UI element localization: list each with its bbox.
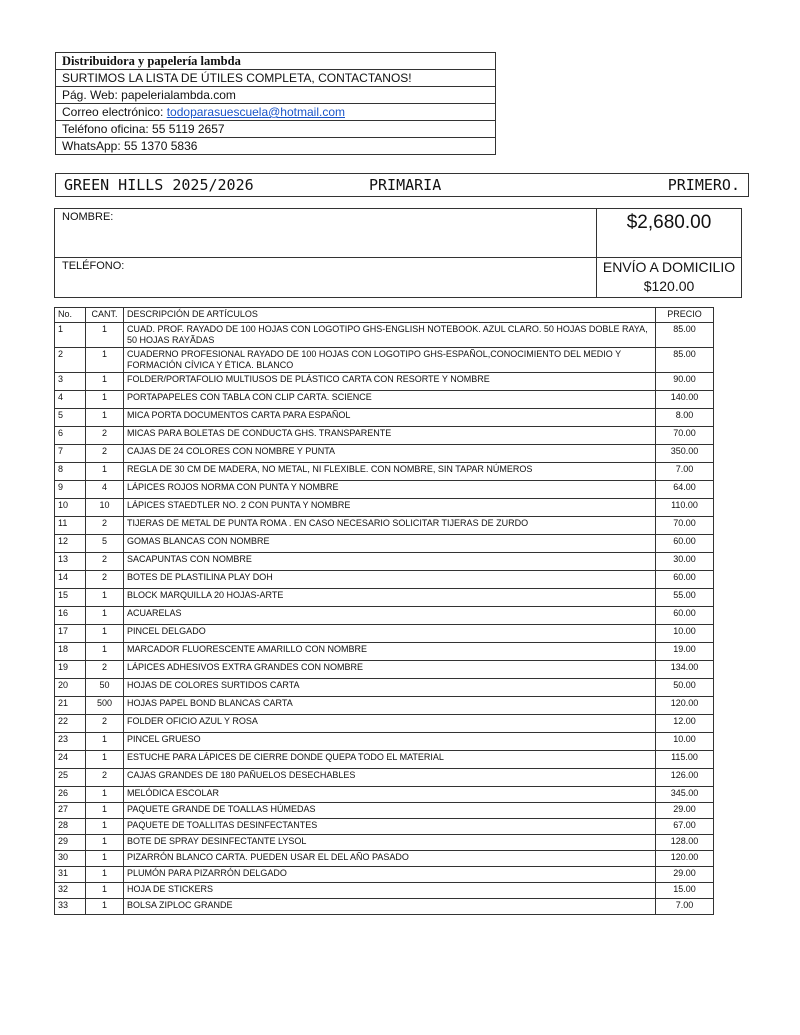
table-row [55,851,714,867]
table-row [55,373,714,391]
cell-no: 12 [55,535,86,553]
cell-price: 70.00 [656,517,714,535]
cell-price: 120.00 [656,851,714,867]
cell-price: 70.00 [656,427,714,445]
table-row [55,625,714,643]
table-row [55,553,714,571]
cell-desc: PLUMÓN PARA PIZARRÓN DELGADO [124,867,656,883]
cell-qty: 1 [86,883,124,899]
cell-qty: 4 [86,481,124,499]
cell-qty: 1 [86,589,124,607]
cell-qty: 2 [86,715,124,733]
table-row [55,409,714,427]
cell-qty: 1 [86,819,124,835]
cell-desc: HOJA DE STICKERS [124,883,656,899]
cell-desc: PINCEL DELGADO [124,625,656,643]
cell-desc: LÁPICES STAEDTLER NO. 2 CON PUNTA Y NOMBRE [124,499,656,517]
cell-no: 26 [55,787,86,803]
cell-desc: MICA PORTA DOCUMENTOS CARTA PARA ESPAÑOL [124,409,656,427]
cell-qty: 1 [86,867,124,883]
cell-desc: ESTUCHE PARA LÁPICES DE CIERRE DONDE QUEPA TODO EL MATERIAL [124,751,656,769]
cell-no: 4 [55,391,86,409]
cell-no: 23 [55,733,86,751]
table-row [55,589,714,607]
table-row [55,751,714,769]
cell-price: 350.00 [656,445,714,463]
cell-no: 1 [55,323,86,348]
cell-price: 85.00 [656,348,714,373]
cell-desc: MARCADOR FLUORESCENTE AMARILLO CON NOMBRE [124,643,656,661]
cell-no: 6 [55,427,86,445]
cell-desc: PAQUETE GRANDE DE TOALLAS HÚMEDAS [124,803,656,819]
col-header-price: PRECIO [656,308,714,323]
cell-desc: PIZARRÓN BLANCO CARTA. PUEDEN USAR EL DEL AÑO PASADO [124,851,656,867]
table-row [55,481,714,499]
shipping-label: ENVÍO A DOMICILIO [602,259,736,275]
cell-qty: 50 [86,679,124,697]
supplier-web: Pág. Web: papelerialambda.com [56,87,496,104]
cell-no: 11 [55,517,86,535]
table-row [55,715,714,733]
cell-qty: 1 [86,463,124,481]
cell-desc: BOLSA ZIPLOC GRANDE [124,899,656,915]
cell-desc: HOJAS PAPEL BOND BLANCAS CARTA [124,697,656,715]
cell-qty: 1 [86,851,124,867]
cell-no: 21 [55,697,86,715]
table-row [55,883,714,899]
cell-price: 50.00 [656,679,714,697]
cell-no: 16 [55,607,86,625]
cell-desc: BLOCK MARQUILLA 20 HOJAS-ARTE [124,589,656,607]
cell-price: 15.00 [656,883,714,899]
cell-desc: ACUARELAS [124,607,656,625]
items-table [54,307,714,915]
cell-price: 345.00 [656,787,714,803]
table-row [55,571,714,589]
table-row [55,733,714,751]
list-header-bar [55,173,749,197]
table-row [55,769,714,787]
table-row [55,679,714,697]
cell-price: 90.00 [656,373,714,391]
table-row [55,661,714,679]
cell-qty: 1 [86,348,124,373]
cell-desc: BOTES DE PLASTILINA PLAY DOH [124,571,656,589]
cell-price: 55.00 [656,589,714,607]
table-row [55,607,714,625]
table-row [55,391,714,409]
cell-qty: 2 [86,553,124,571]
cell-no: 20 [55,679,86,697]
cell-desc: FOLDER/PORTAFOLIO MULTIUSOS DE PLÁSTICO CARTA CON RESORTE Y NOMBRE [124,373,656,391]
cell-no: 32 [55,883,86,899]
name-label: NOMBRE: [62,211,114,223]
supplier-whatsapp: WhatsApp: 55 1370 5836 [56,138,496,155]
cell-no: 27 [55,803,86,819]
cell-qty: 2 [86,427,124,445]
cell-no: 33 [55,899,86,915]
cell-no: 7 [55,445,86,463]
cell-desc: SACAPUNTAS CON NOMBRE [124,553,656,571]
form-divider-horizontal [55,257,741,258]
school-name: GREEN HILLS 2025/2026 [64,176,254,194]
cell-qty: 1 [86,751,124,769]
cell-qty: 500 [86,697,124,715]
cell-desc: PORTAPAPELES CON TABLA CON CLIP CARTA. SCIENCE [124,391,656,409]
cell-qty: 1 [86,835,124,851]
cell-price: 60.00 [656,535,714,553]
supplier-phone: Teléfono oficina: 55 5119 2657 [56,121,496,138]
email-label: Correo electrónico: [62,105,167,119]
cell-no: 30 [55,851,86,867]
cell-qty: 1 [86,733,124,751]
cell-qty: 1 [86,409,124,427]
cell-no: 31 [55,867,86,883]
cell-desc: REGLA DE 30 CM DE MADERA, NO METAL, NI FLEXIBLE. CON NOMBRE, SIN TAPAR NÚMEROS [124,463,656,481]
supplier-email-row [56,104,496,121]
table-row [55,867,714,883]
cell-desc: HOJAS DE COLORES SURTIDOS CARTA [124,679,656,697]
cell-desc: CUADERNO PROFESIONAL RAYADO DE 100 HOJAS CON LOGOTIPO GHS-ESPAÑOL,CONOCIMIENTO DEL MEDIO Y FORMACIÓN CÍVICA Y ÉTICA. BLANCO [124,348,656,373]
cell-qty: 10 [86,499,124,517]
cell-price: 7.00 [656,899,714,915]
cell-qty: 1 [86,787,124,803]
customer-form-box [54,208,742,298]
cell-desc: TIJERAS DE METAL DE PUNTA ROMA . EN CASO NECESARIO SOLICITAR TIJERAS DE ZURDO [124,517,656,535]
table-row [55,323,714,348]
cell-qty: 2 [86,661,124,679]
cell-no: 13 [55,553,86,571]
table-row [55,697,714,715]
table-row [55,819,714,835]
cell-no: 25 [55,769,86,787]
cell-price: 126.00 [656,769,714,787]
cell-price: 64.00 [656,481,714,499]
table-row [55,517,714,535]
cell-price: 30.00 [656,553,714,571]
cell-qty: 1 [86,625,124,643]
cell-price: 7.00 [656,463,714,481]
cell-desc: PAQUETE DE TOALLITAS DESINFECTANTES [124,819,656,835]
cell-desc: LÁPICES ROJOS NORMA CON PUNTA Y NOMBRE [124,481,656,499]
cell-no: 9 [55,481,86,499]
supplier-tagline: SURTIMOS LA LISTA DE ÚTILES COMPLETA, CONTACTANOS! [56,70,496,87]
cell-desc: CAJAS GRANDES DE 180 PAÑUELOS DESECHABLES [124,769,656,787]
cell-qty: 2 [86,445,124,463]
cell-desc: GOMAS BLANCAS CON NOMBRE [124,535,656,553]
cell-qty: 1 [86,899,124,915]
cell-price: 10.00 [656,625,714,643]
cell-price: 29.00 [656,867,714,883]
cell-price: 85.00 [656,323,714,348]
cell-price: 140.00 [656,391,714,409]
cell-qty: 2 [86,769,124,787]
cell-desc: CUAD. PROF. RAYADO DE 100 HOJAS CON LOGOTIPO GHS-ENGLISH NOTEBOOK. AZUL CLARO. 50 HOJAS DOBLE RAYA, 50 HOJAS RAYÃDAS [124,323,656,348]
supplier-name: Distribuidora y papelería lambda [56,53,496,70]
cell-qty: 2 [86,571,124,589]
cell-qty: 5 [86,535,124,553]
cell-desc: BOTE DE SPRAY DESINFECTANTE LYSOL [124,835,656,851]
cell-qty: 2 [86,517,124,535]
cell-qty: 1 [86,323,124,348]
cell-price: 115.00 [656,751,714,769]
cell-price: 67.00 [656,819,714,835]
supplier-info-box [55,52,496,155]
table-row [55,803,714,819]
cell-no: 3 [55,373,86,391]
cell-no: 19 [55,661,86,679]
cell-qty: 1 [86,373,124,391]
total-price: $2,680.00 [626,212,712,233]
cell-no: 29 [55,835,86,851]
cell-price: 19.00 [656,643,714,661]
table-row [55,427,714,445]
col-header-no: No. [55,308,86,323]
table-row [55,643,714,661]
table-header-row [55,308,714,323]
school-level: PRIMARIA [369,176,442,194]
cell-no: 24 [55,751,86,769]
table-row [55,463,714,481]
cell-price: 8.00 [656,409,714,427]
col-header-desc: DESCRIPCIÓN DE ARTÍCULOS [124,308,656,323]
table-row [55,535,714,553]
cell-no: 10 [55,499,86,517]
cell-price: 10.00 [656,733,714,751]
table-row [55,835,714,851]
cell-no: 2 [55,348,86,373]
table-row [55,445,714,463]
col-header-qty: CANT. [86,308,124,323]
table-row [55,499,714,517]
cell-desc: CAJAS DE 24 COLORES CON NOMBRE Y PUNTA [124,445,656,463]
items-table-body [55,323,714,915]
cell-no: 15 [55,589,86,607]
cell-price: 60.00 [656,571,714,589]
cell-no: 22 [55,715,86,733]
cell-price: 128.00 [656,835,714,851]
cell-no: 28 [55,819,86,835]
cell-price: 12.00 [656,715,714,733]
table-row [55,787,714,803]
cell-no: 5 [55,409,86,427]
cell-no: 14 [55,571,86,589]
cell-qty: 1 [86,607,124,625]
cell-qty: 1 [86,391,124,409]
phone-label: TELÉFONO: [62,260,125,272]
cell-price: 134.00 [656,661,714,679]
cell-no: 8 [55,463,86,481]
cell-price: 60.00 [656,607,714,625]
cell-desc: MELÓDICA ESCOLAR [124,787,656,803]
cell-no: 17 [55,625,86,643]
cell-desc: FOLDER OFICIO AZUL Y ROSA [124,715,656,733]
cell-qty: 1 [86,803,124,819]
table-row [55,348,714,373]
cell-price: 110.00 [656,499,714,517]
cell-price: 29.00 [656,803,714,819]
cell-desc: LÁPICES ADHESIVOS EXTRA GRANDES CON NOMBRE [124,661,656,679]
cell-qty: 1 [86,643,124,661]
cell-price: 120.00 [656,697,714,715]
email-link[interactable]: todoparasuescuela@hotmail.com [166,105,345,119]
cell-no: 18 [55,643,86,661]
shipping-amount: $120.00 [643,278,695,294]
cell-desc: MICAS PARA BOLETAS DE CONDUCTA GHS. TRANSPARENTE [124,427,656,445]
school-grade: PRIMERO. [667,176,740,194]
table-row [55,899,714,915]
cell-desc: PINCEL GRUESO [124,733,656,751]
